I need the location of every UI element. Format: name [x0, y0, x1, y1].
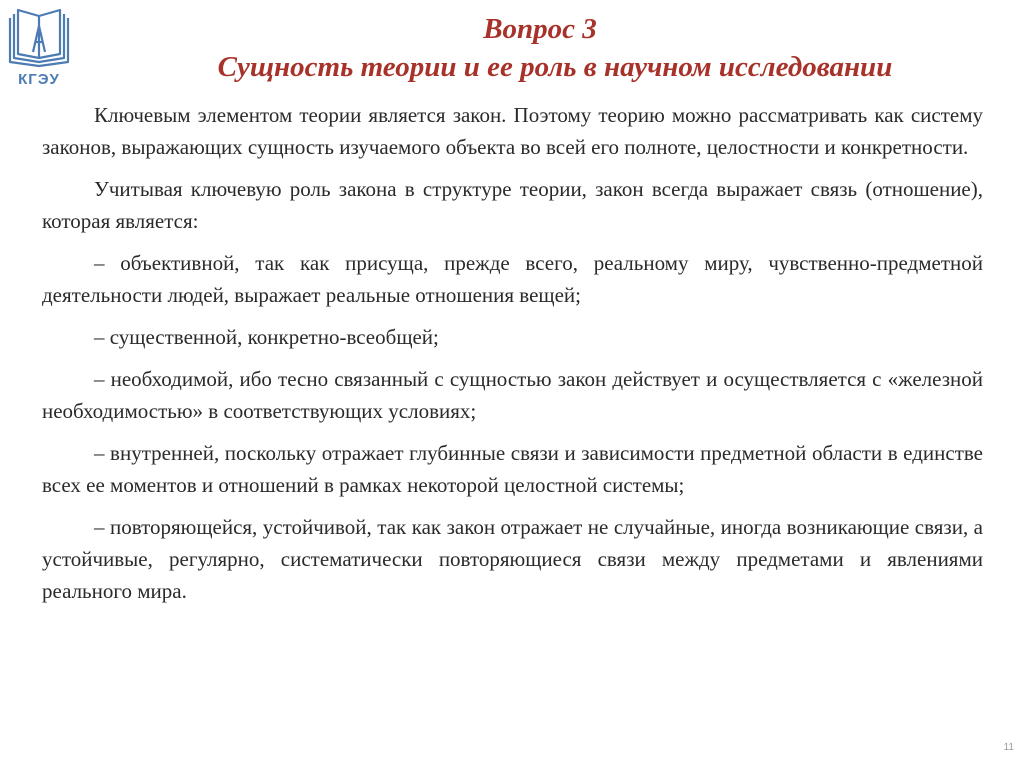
paragraph: Ключевым элементом теории является закон. Поэтому теорию можно рассматривать как систему законов, выражающих сущность изучаемого объекта во всей его полноте, целостности и конкретности. — [42, 103, 983, 159]
slide-title: Сущность теории и ее роль в научном исследовании — [217, 51, 893, 83]
paragraph: Учитывая ключевую роль закона в структуре теории, закон всегда выражает связь (отношение), которая является: — [42, 177, 983, 233]
list-item: – внутренней, поскольку отражает глубинные связи и зависимости предметной области в единстве всех ее моментов и отношений в рамках некоторой целостной системы; — [42, 441, 983, 497]
page-number: 11 — [1003, 742, 1014, 753]
question-label: Вопрос 3 — [483, 13, 597, 45]
slide-header — [90, 10, 1020, 86]
slide-body — [42, 99, 983, 617]
list-item: – существенной, конкретно-всеобщей; — [94, 325, 439, 349]
list-item: – объективной, так как присуща, прежде всего, реальному миру, чувственно-предметной деятельности людей, выражает реальные отношения вещей; — [42, 251, 983, 307]
list-item: – необходимой, ибо тесно связанный с сущностью закон действует и осуществляется с «железной необходимостью» в соответствующих условиях; — [42, 367, 983, 423]
logo-text: КГЭУ — [18, 71, 60, 88]
list-item: – повторяющейся, устойчивой, так как закон отражает не случайные, иногда возникающие связи, а устойчивые, регулярно, систематически повторяющиеся связи между предметами и явлениями реального мира. — [42, 515, 983, 603]
